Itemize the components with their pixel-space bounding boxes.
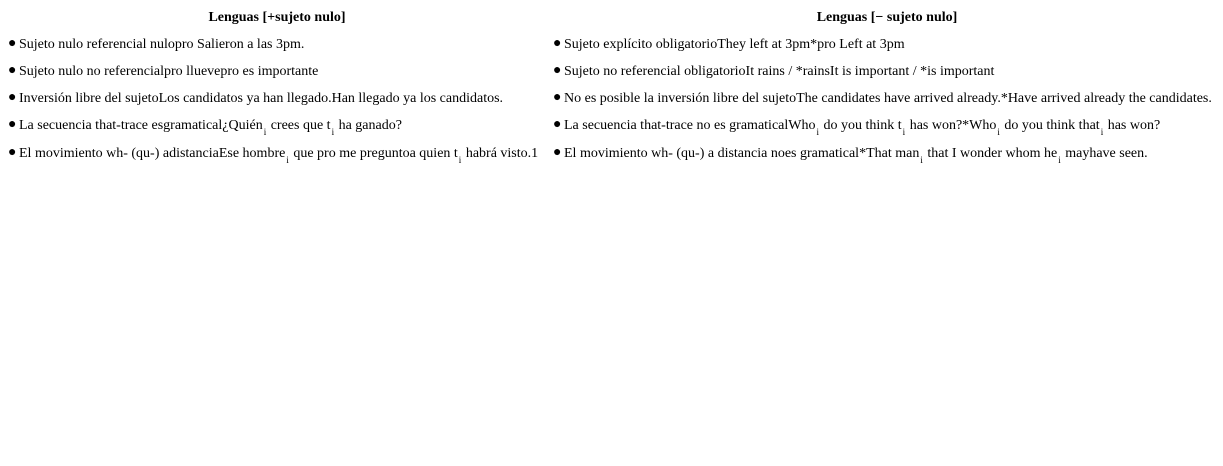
list-item: ● Sujeto nulo referencial nulopro Salieron a las 3pm.	[8, 36, 305, 52]
bullet-icon: ●	[8, 145, 17, 160]
column-heading: Lenguas [+sujeto nulo]	[208, 10, 346, 25]
feature-list	[551, 35, 1223, 171]
bullet-icon: ●	[8, 117, 17, 132]
column-heading: Lenguas [− sujeto nulo]	[816, 10, 958, 25]
column-non-null-subject-languages	[551, 8, 1223, 171]
bullet-icon: ●	[553, 117, 562, 132]
list-item: ● Inversión libre del sujetoLos candidatos ya han llegado.Han llegado ya los candidatos.	[8, 90, 504, 106]
bullet-icon: ●	[553, 63, 562, 78]
list-item: ● Sujeto explícito obligatorioThey left at 3pm*pro Left at 3pm	[553, 36, 905, 52]
list-item: ● La secuencia that-trace no es gramaticalWho$_i$ do you think $t_i$ has won?*Who$_i$ do you think that$_i$ has won?	[553, 117, 1161, 137]
bullet-icon: ●	[553, 90, 562, 105]
bullet-icon: ●	[8, 63, 17, 78]
list-item: ● Sujeto no referencial obligatorioIt rains / *rainsIt is important / *is important	[553, 63, 995, 79]
list-item: ● El movimiento wh- (qu-) a distancia noes gramatical*That man$_i$ that I wonder whom $he_i$ mayhave seen.	[553, 145, 1148, 165]
bullet-icon: ●	[8, 90, 17, 105]
list-item: ● Sujeto nulo no referencialpro lluevepro es importante	[8, 63, 319, 79]
column-null-subject-languages	[6, 8, 548, 171]
list-item: ● El movimiento wh- (qu-) adistanciaEse hombre$_i$ que pro me preguntoa quien $t_i$ habrá visto.1	[8, 145, 539, 165]
list-item: ● No es posible la inversión libre del sujetoThe candidates have arrived already.*Have arrived already the candidates.	[553, 90, 1212, 106]
list-item: ● La secuencia that-trace esgramatical¿Quién$_i$ crees que $t_i$ ha ganado?	[8, 117, 402, 137]
bullet-icon: ●	[553, 145, 562, 160]
bullet-icon: ●	[553, 36, 562, 51]
bullet-icon: ●	[8, 36, 17, 51]
feature-list	[6, 35, 548, 171]
